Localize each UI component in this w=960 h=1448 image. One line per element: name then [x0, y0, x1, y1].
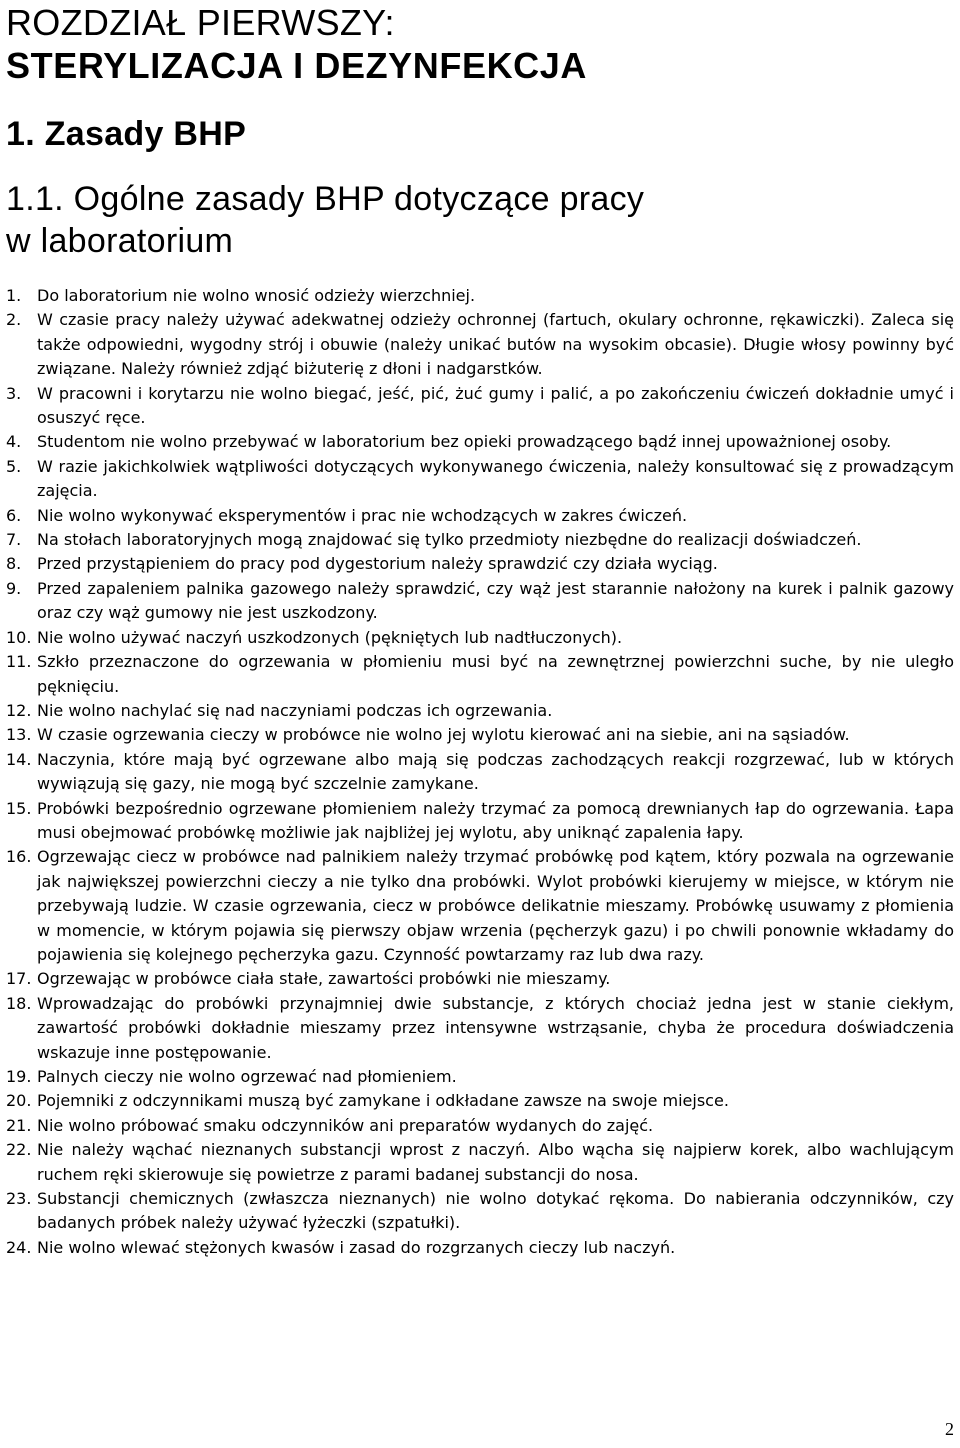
rule-item [6, 845, 954, 967]
chapter-subtitle: STERYLIZACJA I DEZYNFEKCJA [6, 45, 587, 86]
rule-text: W razie jakichkolwiek wątpliwości dotyczących wykonywanego ćwiczenia, należy konsultować się z prowadzącym zajęcia. [37, 456, 954, 501]
rule-text: Nie wolno próbować smaku odczynników ani preparatów wydanych do zajęć. [37, 1115, 654, 1135]
rule-text: Palnych cieczy nie wolno ogrzewać nad płomieniem. [37, 1067, 457, 1086]
rule-item [6, 626, 954, 650]
rule-number: 22. [6, 1140, 32, 1160]
rule-number: 13. [6, 725, 32, 745]
rule-item [6, 1114, 954, 1138]
rule-text: Do laboratorium nie wolno wnosić odzieży wierzchniej. [37, 286, 476, 305]
rules-list [6, 284, 954, 1260]
rule-item [6, 1236, 954, 1260]
rule-item [6, 1065, 954, 1089]
rule-text: Przed przystąpieniem do pracy pod dygestorium należy sprawdzić czy działa wyciąg. [37, 554, 718, 574]
rule-number: 18. [6, 993, 32, 1013]
rule-item [6, 1187, 954, 1236]
rule-text: Naczynia, które mają być ogrzewane albo mają się podczas zachodzących reakcji rozgrzewać, lub w których wywiązują się gazy, nie mogą być szczelnie zamykane. [37, 749, 954, 794]
rule-text: Substancji chemicznych (zwłaszcza nieznanych) nie wolno dotykać rękoma. Do nabierania odczynników, czy badanych próbek należy używać łyżeczki (szpatułki). [37, 1189, 954, 1233]
subsection-heading-line2: w laboratorium [6, 222, 234, 260]
rule-number: 23. [6, 1189, 32, 1209]
section-heading: 1. Zasady BHP [6, 115, 247, 153]
rule-text: Nie wolno nachylać się nad naczyniami podczas ich ogrzewania. [37, 700, 553, 720]
rule-number: 12. [6, 700, 32, 720]
rule-text: Nie wolno używać naczyń uszkodzonych (pękniętych lub nadtłuczonych). [37, 627, 623, 647]
rule-text: Szkło przeznaczone do ogrzewania w płomieniu musi być na zewnętrznej powierzchni suche, by nie uległo pęknięciu. [37, 652, 954, 696]
rule-text: Ogrzewając ciecz w probówce nad palnikiem należy trzymać probówkę pod kątem, który pozwala na ogrzewanie jak największej powierzchni cieczy a nie tylko dna probówki. Wylot probówki kierujemy w miejsce, w którym nie przebywają ludzie. W czasie ogrzewania, ciecz w probówce delikatnie mieszamy. Probówkę usuwamy z płomienia w momencie, w którym pojawia się pierwszy objaw wrzenia (pęcherzyk gazu) i po chwili ponownie wkładamy do pojawienia się kolejnego pęcherzyka gazu. Czynność powtarzamy raz lub dwa razy. [37, 847, 954, 964]
rule-item [6, 748, 954, 797]
rule-item [6, 552, 954, 576]
rule-item [6, 1138, 954, 1187]
rule-text: W czasie ogrzewania cieczy w probówce nie wolno jej wylotu kierować ani na siebie, ani na sąsiadów. [37, 725, 850, 745]
rule-item [6, 699, 954, 723]
rule-number: 19. [6, 1067, 32, 1086]
rule-item [6, 504, 954, 528]
rule-number: 8. [6, 554, 22, 574]
rule-text: Wprowadzając do probówki przynajmniej dwie substancje, z których chociaż jedna jest w stanie ciekłym, zawartość probówki dokładnie mieszamy przez intensywne wstrząsanie, chyba że procedura doświadczenia wskazuje inne postępowanie. [37, 993, 954, 1062]
rule-item [6, 455, 954, 504]
rule-item [6, 577, 954, 626]
rule-item [6, 967, 954, 991]
subsection-heading-line1: 1.1. Ogólne zasady BHP dotyczące pracy [6, 180, 645, 218]
rule-item [6, 723, 954, 747]
rule-number: 20. [6, 1091, 32, 1111]
rule-number: 10. [6, 627, 32, 647]
rule-text: Ogrzewając w probówce ciała stałe, zawartości probówki nie mieszamy. [37, 969, 611, 989]
rule-item [6, 650, 954, 699]
rule-number: 24. [6, 1237, 32, 1257]
rule-number: 17. [6, 969, 32, 989]
rule-text: Nie należy wąchać nieznanych substancji wprost z naczyń. Albo wącha się najpierw korek, albo wachlującym ruchem ręki skierowuje się powietrze z parami badanej substancji do nosa. [37, 1140, 954, 1184]
rule-number: 9. [6, 578, 22, 598]
rule-number: 5. [6, 456, 22, 476]
rule-number: 4. [6, 432, 22, 452]
rule-text: Na stołach laboratoryjnych mogą znajdować się tylko przedmioty niezbędne do realizacji doświadczeń. [37, 530, 862, 550]
document-page [6, 0, 954, 1260]
rule-item [6, 528, 954, 552]
rule-number: 14. [6, 749, 32, 769]
rule-item [6, 382, 954, 431]
subsection-heading [6, 178, 954, 262]
rule-number: 2. [6, 310, 22, 330]
rule-number: 1. [6, 286, 22, 305]
rule-item [6, 284, 954, 308]
rule-text: Przed zapaleniem palnika gazowego należy sprawdzić, czy wąż jest starannie nałożony na kurek i palnik gazowy oraz czy wąż gumowy nie jest uszkodzony. [37, 578, 954, 623]
rule-number: 7. [6, 530, 22, 550]
rule-text: Studentom nie wolno przebywać w laboratorium bez opieki prowadzącego bądź innej upoważnionej osoby. [37, 432, 892, 452]
rule-number: 6. [6, 505, 22, 525]
rule-item [6, 1089, 954, 1113]
rule-item [6, 308, 954, 381]
chapter-title: ROZDZIAŁ PIERWSZY: [6, 2, 395, 43]
rule-number: 21. [6, 1115, 32, 1135]
rule-number: 15. [6, 798, 32, 818]
rule-text: Nie wolno wlewać stężonych kwasów i zasad do rozgrzanych cieczy lub naczyń. [37, 1237, 676, 1257]
rule-text: W pracowni i korytarzu nie wolno biegać, jeść, pić, żuć gumy i palić, a po zakończeniu ćwiczeń dokładnie umyć i osuszyć ręce. [37, 383, 954, 428]
page-number: 2 [945, 1419, 954, 1439]
rule-number: 16. [6, 847, 32, 867]
rule-number: 11. [6, 652, 32, 672]
rule-item [6, 992, 954, 1065]
rule-text: Nie wolno wykonywać eksperymentów i prac nie wchodzących w zakres ćwiczeń. [37, 505, 688, 525]
rule-number: 3. [6, 383, 22, 403]
rule-text: Probówki bezpośrednio ogrzewane płomieniem należy trzymać za pomocą drewnianych łap do ogrzewania. Łapa musi obejmować probówkę możliwie jak najbliżej jej wylotu, aby uniknąć zapalenia łapy. [37, 798, 954, 842]
rule-text: Pojemniki z odczynnikami muszą być zamykane i odkładane zawsze na swoje miejsce. [37, 1091, 729, 1111]
rule-item [6, 430, 954, 454]
rule-item [6, 797, 954, 846]
rule-text: W czasie pracy należy używać adekwatnej odzieży ochronnej (fartuch, okulary ochronne, rękawiczki). Zaleca się także odpowiedni, wygodny strój i obuwie (należy unikać butów na wysokim obcasie). Długie włosy powinny być związane. Należy również zdjąć biżuterię z dłoni i nadgarstków. [37, 310, 954, 379]
